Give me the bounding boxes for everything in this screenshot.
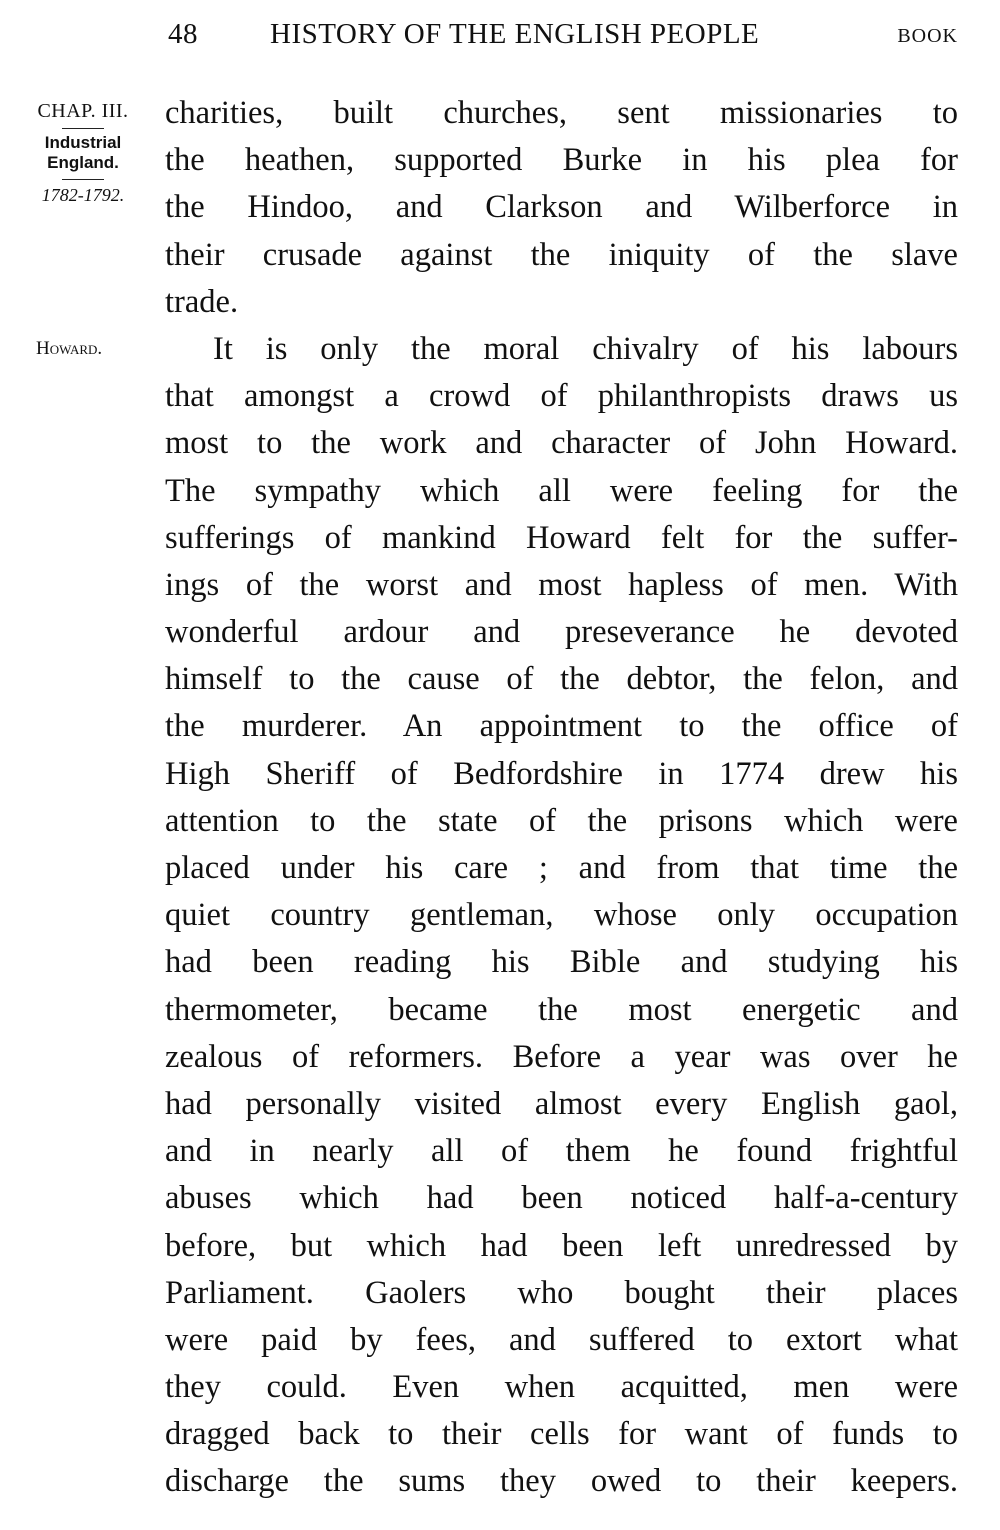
running-title: HISTORY OF THE ENGLISH PEOPLE	[270, 18, 760, 50]
margin-note-howard: Howard.	[36, 338, 103, 359]
text-line: High Sheriff of Bedfordshire in 1774 drew his	[165, 755, 958, 792]
text-line: most to the work and character of John Howard.	[165, 425, 958, 462]
text-line: had been reading his Bible and studying his	[165, 944, 958, 981]
text-line: trade.	[165, 283, 239, 320]
book-label: BOOK	[897, 25, 958, 47]
text-line: Parliament. Gaolers who bought their places	[165, 1274, 958, 1311]
text-line: the Hindoo, and Clarkson and Wilberforce in	[165, 189, 958, 226]
text-line: wonderful ardour and preseverance he devoted	[165, 614, 958, 651]
text-line: their crusade against the iniquity of the slave	[165, 236, 958, 273]
text-line: abuses which had been noticed half-a-century	[165, 1180, 958, 1217]
text-line: charities, built churches, sent missionaries to	[165, 95, 958, 131]
text-line: himself to the cause of the debtor, the felon, and	[165, 661, 958, 698]
text-line: the murderer. An appointment to the office of	[165, 708, 958, 745]
text-line: sufferings of mankind Howard felt for the suffer-	[165, 519, 958, 556]
page-number: 48	[168, 18, 198, 50]
text-line: were paid by fees, and suffered to extort what	[165, 1321, 958, 1358]
text-line: attention to the state of the prisons which were	[165, 802, 958, 839]
text-line: zealous of reformers. Before a year was over he	[165, 1038, 958, 1075]
text-line: It is only the moral chivalry of his labours	[213, 330, 958, 367]
text-line: before, but which had been left unredressed by	[165, 1227, 958, 1264]
text-line: The sympathy which all were feeling for the	[165, 472, 958, 509]
chapter-label: CHAP. III.	[37, 100, 129, 122]
text-line: the heathen, supported Burke in his plea for	[165, 142, 958, 179]
text-line: they could. Even when acquitted, men were	[165, 1369, 958, 1406]
text-line: had personally visited almost every English gaol,	[165, 1085, 958, 1122]
years-label: 1782-1792.	[41, 185, 125, 205]
page-header	[165, 18, 958, 58]
margin-note-chapter	[14, 100, 152, 206]
text-line: quiet country gentleman, whose only occupation	[165, 897, 958, 934]
margin-rule	[62, 179, 104, 180]
text-line: discharge the sums they owed to their keepers.	[165, 1463, 958, 1500]
text-line: placed under his care ; and from that time the	[165, 850, 958, 886]
margin-rule	[62, 128, 104, 129]
text-line: and in nearly all of them he found frightful	[165, 1133, 958, 1170]
subject-label: Industrial England.	[44, 133, 122, 172]
text-line: dragged back to their cells for want of funds to	[165, 1416, 958, 1453]
text-line: ings of the worst and most hapless of men. With	[165, 566, 958, 603]
paragraph-2	[165, 326, 958, 1506]
paragraph-1	[165, 90, 958, 326]
text-line: that amongst a crowd of philanthropists draws us	[165, 378, 958, 415]
text-line: thermometer, became the most energetic and	[165, 991, 958, 1028]
body-text	[165, 90, 958, 1506]
